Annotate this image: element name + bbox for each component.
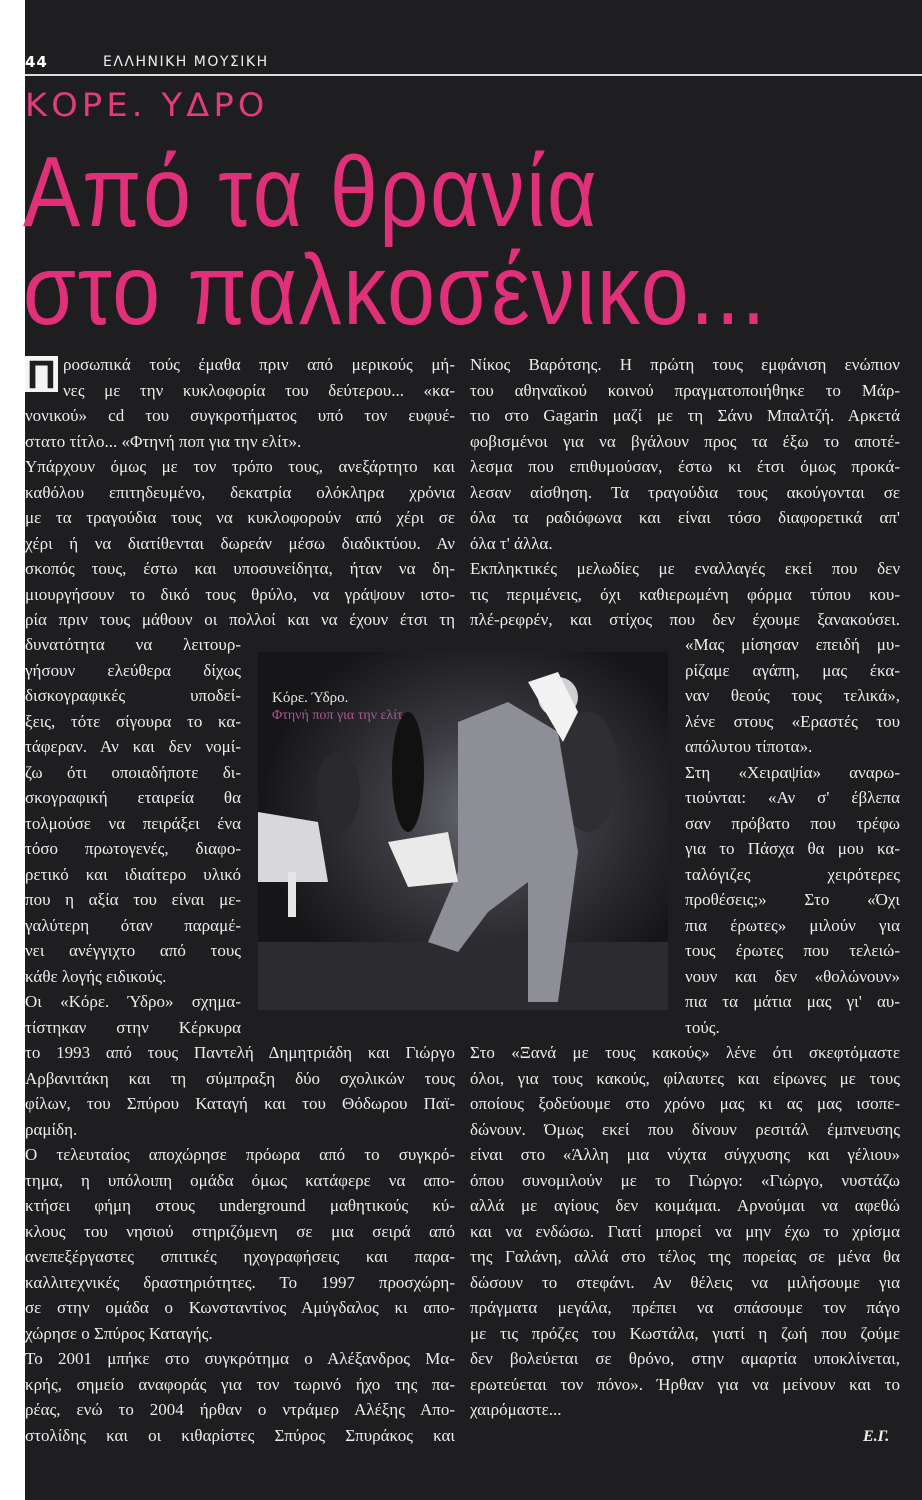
text-line: δυνατότητα να λειτουρ- bbox=[25, 635, 241, 654]
text-line: ρέας, ενώ το 2004 ήρθαν ο ντράμερ Αλέξης Απο- bbox=[25, 1400, 455, 1419]
text-line: του αθηναϊκού κοινού πραγματοποιήθηκε το Μάρ- bbox=[470, 380, 900, 400]
text-line: λένε στους «Εραστές του bbox=[685, 711, 900, 731]
text-line: τάφεραν. Αν και δεν νομί- bbox=[25, 737, 241, 756]
magazine-section-title: ΕΛΛΗΝΙΚΗ ΜΟΥΣΙΚΗ bbox=[103, 54, 269, 70]
text-line: αλλά με αγίους δεν κοιμάμαι. Αρνούμαι να αφεθώ bbox=[470, 1196, 900, 1215]
text-line: Εκπληκτικές μελωδίες με εναλλαγές εκεί που δεν bbox=[470, 559, 900, 578]
text-line: τιούνται: «Αν σ' έβλεπα bbox=[685, 788, 900, 807]
text-line: ροσωπικά τούς έμαθα πριν από μερικούς μή- bbox=[63, 355, 455, 374]
text-line: ρίζαμε αγάπη, μας έκα- bbox=[685, 660, 900, 680]
cover-album-title: Φτηνή ποπ για την ελίτ bbox=[272, 708, 403, 723]
text-line: λεσμα που επιθυμούσαν, έστω κι έτσι όμως προκά- bbox=[470, 457, 900, 476]
album-cover-photo bbox=[258, 652, 668, 1010]
text-line: πια τα μάτια μας γι' αυ- bbox=[685, 992, 900, 1011]
text-line: τολμούσε να πειράξει ένα bbox=[25, 813, 241, 833]
drop-cap: Π bbox=[25, 356, 58, 392]
text-line: Οι «Κόρε. Ύδρο» σχημα- bbox=[25, 992, 241, 1011]
text-line: ρία πριν τους μάθουν οι πολλοί και να έχουν έτσι τη bbox=[25, 610, 455, 629]
text-line: που η αξία του είναι με- bbox=[25, 890, 241, 909]
text-line: για το Πάσχα θα μου κα- bbox=[685, 839, 900, 858]
text-line: νουν και δεν «θολώνουν» bbox=[685, 966, 900, 986]
text-line: σε στην ομάδα ο Κωνσταντίνος Αμύγδαλος κι απο- bbox=[25, 1298, 455, 1317]
text-line: Το 2001 μπήκε στο συγκρότημα ο Αλέξανδρος Μα- bbox=[25, 1349, 455, 1368]
text-line: τόσο πρωτογενές, διαφο- bbox=[25, 839, 241, 858]
text-line: τους έρωτες που τελειώ- bbox=[685, 941, 900, 960]
headline-line-2: στο παλκοσένικο... bbox=[23, 234, 768, 346]
text-line: ξεις, τότε σίγουρα το κα- bbox=[25, 711, 241, 731]
text-line: προθέσεις;» Στο «Όχι bbox=[685, 890, 900, 909]
text-line: πια έρωτες» μιλούν για bbox=[685, 915, 900, 935]
text-line: «Μας μίσησαν επειδή μυ- bbox=[685, 635, 900, 654]
text-line: ναν θεούς τους τελικά», bbox=[685, 686, 900, 705]
text-line: γαλύτερη όταν παραμέ- bbox=[25, 915, 241, 935]
text-line: ανεπεξέργαστες σπιτικές ηχογραφήσεις και παρα- bbox=[25, 1247, 455, 1266]
text-line: πλέ-ρεφρέν, και στίχος που δεν έχουμε ξανακούσει. bbox=[470, 610, 900, 629]
text-line: καθόλου επιτηδευμένο, δεκατρία ολόκληρα χρόνια bbox=[25, 482, 455, 502]
text-line: με τα τραγούδια τους να κυκλοφορούν από χέρι σε bbox=[25, 508, 455, 527]
left-column-bottom bbox=[25, 1040, 455, 1448]
text-line: τίστηκαν στην Κέρκυρα bbox=[25, 1017, 241, 1037]
text-line: όλα τα ραδιόφωνα και είναι τόσο διαφορετικά απ' bbox=[470, 508, 900, 527]
text-line: Στο «Ξανά με τους κακούς» λένε ότι σκεφτόμαστε bbox=[470, 1043, 900, 1062]
text-line: κλους του νησιού στηριζόμενη σε μια σειρά από bbox=[25, 1221, 455, 1241]
text-line: κάθε λογής ειδικούς. bbox=[25, 966, 167, 986]
text-line: της Γαλάνη, αλλά στο τέλος της πορείας σε μένα θα bbox=[470, 1247, 900, 1266]
text-line: σαν πρόβατο που τρέφω bbox=[685, 813, 900, 833]
text-line: οποίους ξοδεύουμε στο χρόνο μας κι ας μας ισοπε- bbox=[470, 1094, 900, 1113]
text-line: ρετικό και ιδιαίτερο υλικό bbox=[25, 864, 241, 884]
text-line: λεσαν αίσθηση. Τα τραγούδια τους ακούγονται σε bbox=[470, 482, 900, 502]
article-kicker: ΚΟΡΕ. ΥΔΡΟ bbox=[25, 86, 269, 124]
text-line: το 1993 από τους Παντελή Δημητριάδη και Γιώργο bbox=[25, 1043, 455, 1062]
text-line: τημα, η υπόλοιπη ομάδα όμως κατάφερε να απο- bbox=[25, 1170, 455, 1190]
right-column-wrap bbox=[685, 632, 900, 1040]
text-line: όλα τ' άλλα. bbox=[470, 533, 553, 553]
text-line: τις περιμένεις, όχι καθιερωμένη φόρμα τύπου κου- bbox=[470, 584, 900, 604]
text-line: δισκογραφικές υποδεί- bbox=[25, 686, 241, 705]
text-line: μιουργήσουν το δικό τους θρύλο, να γράψουν ιστο- bbox=[25, 584, 455, 604]
magazine-page bbox=[25, 0, 922, 1500]
right-column-bottom bbox=[470, 1040, 900, 1423]
text-line: νει ανέγγιχτο από τους bbox=[25, 941, 241, 960]
text-line: ερωτεύεται τον πόνο». Ήρθαν για να μείνουν και το bbox=[470, 1374, 900, 1394]
text-line: πράγματα μεγάλα, πρέπει να σπάσουμε τον πάγο bbox=[470, 1298, 900, 1317]
text-line: καλλιτεχνικές δραστηριότητες. Το 1997 προσχώρη- bbox=[25, 1272, 455, 1292]
right-column-top bbox=[470, 352, 900, 633]
text-line: φίλων, του Σπύρου Καταγή και του Θόδωρου Παϊ- bbox=[25, 1094, 455, 1113]
text-line: τούς. bbox=[685, 1017, 720, 1037]
text-line: Νίκος Βαρότσης. Η πρώτη τους εμφάνιση ενώπιον bbox=[470, 355, 900, 374]
text-line: ζω ότι οποιαδήποτε δι- bbox=[25, 762, 241, 782]
text-line: ραμίδη. bbox=[25, 1119, 78, 1139]
text-line: δεν βολεύεται σε θρόνο, στην αμαρτία υποκλίνεται, bbox=[470, 1349, 900, 1368]
text-line: φοβισμένοι για να βγάλουν προς τα έξω το αποτέ- bbox=[470, 431, 900, 451]
text-line: Υπάρχουν όμως με τον τρόπο τους, ανεξάρτητο και bbox=[25, 457, 455, 476]
text-line: απόλυτου τίποτα». bbox=[685, 737, 813, 756]
text-line: δώσουν το στεφάνι. Αν θέλεις να μιλήσουμε για bbox=[470, 1272, 900, 1292]
text-line: γήσουν ελεύθερα δίχως bbox=[25, 660, 241, 680]
text-line: δώνουν. Όμως εκεί που δίνουν ρεσιτάλ έμπνευσης bbox=[470, 1119, 900, 1139]
text-line: σκογραφική εταιρεία θα bbox=[25, 788, 241, 807]
header-divider bbox=[25, 74, 922, 76]
text-line: χώρησε ο Σπύρος Καταγής. bbox=[25, 1323, 213, 1343]
text-line: νες με την κυκλοφορία του δεύτερου... «κα- bbox=[63, 380, 455, 400]
text-line: τιο στο Gagarin μαζί με τη Σάνυ Μπαλτζή. Αρκετά bbox=[470, 406, 900, 425]
text-line: όπου συνομιλούν με το Γιώργο: «Γιώργο, νυστάζω bbox=[470, 1170, 900, 1190]
text-line: είναι στο «Άλλη μια νύχτα σύγχυσης και γέλιου» bbox=[470, 1145, 900, 1164]
text-line: ταλόγιζες χειρότερες bbox=[685, 864, 900, 884]
text-line: Στη «Χειραψία» αναρω- bbox=[685, 762, 900, 782]
text-line: χέρι ή να διατίθενται δωρεάν μέσω διαδικτύου. Αν bbox=[25, 533, 455, 553]
text-line: σκοπός τους, έστω και υποσυνείδητα, ήταν να δη- bbox=[25, 559, 455, 578]
text-line: Ο τελευταίος αποχώρησε πρόωρα από το συγκρό- bbox=[25, 1145, 455, 1164]
page-number: 44 bbox=[25, 53, 48, 71]
left-column-wrap bbox=[25, 632, 241, 1040]
text-line: νονικού» cd του συγκροτήματος υπό τον ευφυέ- bbox=[25, 406, 455, 425]
text-line: και να ενδώσω. Γιατί μπορεί να μην έχω το χρίσμα bbox=[470, 1221, 900, 1241]
text-line: Αρβανιτάκη και τη σύμπραξη δύο σχολικών τους bbox=[25, 1068, 455, 1088]
cover-band-name: Κόρε. Ύδρο. bbox=[272, 690, 349, 706]
text-line: όλοι, για τους κακούς, φίλαυτες και είρωνες με τους bbox=[470, 1068, 900, 1088]
headline-line-1: Από τα θρανία bbox=[23, 136, 599, 248]
text-line: κρής, σημείο αναφοράς για τον τωρινό ήχο της πα- bbox=[25, 1374, 455, 1394]
author-signature: Ε.Γ. bbox=[863, 1428, 890, 1445]
left-column-top bbox=[25, 352, 455, 633]
text-line: στατο τίτλο... «Φτηνή ποπ για την ελίτ». bbox=[25, 431, 302, 451]
text-line: στολίδης και οι κιθαρίστες Σπύρος Σπυράκος και bbox=[25, 1425, 455, 1445]
text-line: κτήσει φήμη στους underground μαθητικούς κύ- bbox=[25, 1196, 455, 1215]
text-line: χαιρόμαστε... bbox=[470, 1400, 562, 1419]
text-line: με τις πρόζες του Κωστάλα, γιατί η ζωή που ζούμε bbox=[470, 1323, 900, 1343]
